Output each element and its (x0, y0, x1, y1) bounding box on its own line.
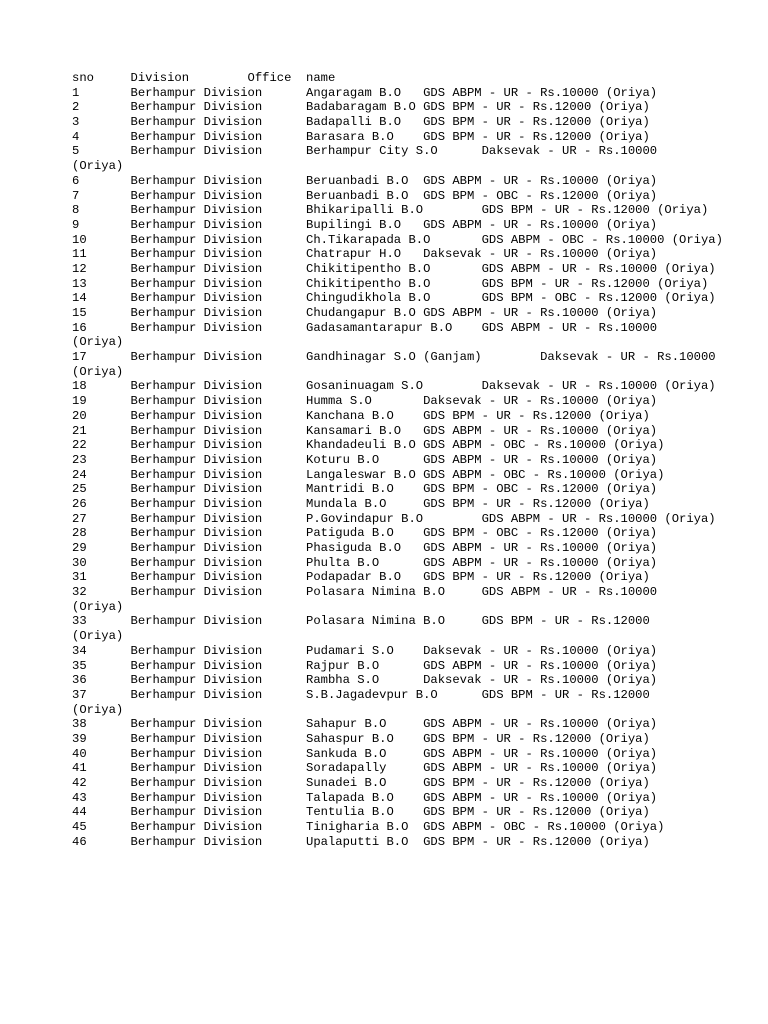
text-line: 32 Berhampur Division Polasara Nimina B.O GDS ABPM - UR - Rs.10000 (72, 585, 658, 600)
text-line: 17 Berhampur Division Gandhinagar S.O (Ganjam) Daksevak - UR - Rs.10000 (72, 350, 716, 365)
text-line: 26 Berhampur Division Mundala B.O GDS BPM - UR - Rs.12000 (Oriya) (72, 496, 650, 511)
text-line: 21 Berhampur Division Kansamari B.O GDS ABPM - UR - Rs.10000 (Oriya) (72, 423, 658, 438)
text-line: 38 Berhampur Division Sahapur B.O GDS ABPM - UR - Rs.10000 (Oriya) (72, 717, 658, 732)
text-line: 33 Berhampur Division Polasara Nimina B.O GDS BPM - UR - Rs.12000 (72, 614, 650, 629)
text-line: 3 Berhampur Division Badapalli B.O GDS BPM - UR - Rs.12000 (Oriya) (72, 115, 650, 130)
text-line: 10 Berhampur Division Ch.Tikarapada B.O GDS ABPM - OBC - Rs.10000 (Oriya) (72, 232, 723, 247)
text-line: 29 Berhampur Division Phasiguda B.O GDS ABPM - UR - Rs.10000 (Oriya) (72, 541, 658, 555)
text-line: 25 Berhampur Division Mantridi B.O GDS BPM - OBC - Rs.12000 (Oriya) (72, 482, 658, 497)
text-line: 5 Berhampur Division Berhampur City S.O Daksevak - UR - Rs.10000 (72, 144, 658, 159)
text-line: 6 Berhampur Division Beruanbadi B.O GDS ABPM - UR - Rs.10000 (Oriya) (72, 173, 658, 188)
text-line: 23 Berhampur Division Koturu B.O GDS ABPM - UR - Rs.10000 (Oriya) (72, 452, 658, 467)
text-line: 19 Berhampur Division Humma S.O Daksevak - UR - Rs.10000 (Oriya) (72, 394, 658, 409)
text-line: 15 Berhampur Division Chudangapur B.O GDS ABPM - UR - Rs.10000 (Oriya) (72, 306, 658, 320)
text-line: (Oriya) (72, 335, 124, 350)
text-line: 18 Berhampur Division Gosaninuagam S.O Daksevak - UR - Rs.10000 (Oriya) (72, 379, 716, 394)
text-line: 1 Berhampur Division Angaragam B.O GDS ABPM - UR - Rs.10000 (Oriya) (72, 85, 658, 100)
text-line: 43 Berhampur Division Talapada B.O GDS ABPM - UR - Rs.10000 (Oriya) (72, 790, 658, 805)
text-line: 36 Berhampur Division Rambha S.O Daksevak - UR - Rs.10000 (Oriya) (72, 673, 658, 688)
text-line: 11 Berhampur Division Chatrapur H.O Daksevak - UR - Rs.10000 (Oriya) (72, 247, 658, 262)
text-line: 30 Berhampur Division Phulta B.O GDS ABPM - UR - Rs.10000 (Oriya) (72, 555, 658, 570)
text-line: 39 Berhampur Division Sahaspur B.O GDS BPM - UR - Rs.12000 (Oriya) (72, 731, 650, 746)
text-line: 46 Berhampur Division Upalaputti B.O GDS BPM - UR - Rs.12000 (Oriya) (72, 834, 650, 849)
text-line: (Oriya) (72, 364, 124, 379)
document-text (72, 71, 732, 849)
text-line: 14 Berhampur Division Chingudikhola B.O GDS BPM - OBC - Rs.12000 (Oriya) (72, 291, 716, 306)
text-line: 27 Berhampur Division P.Govindapur B.O GDS ABPM - UR - Rs.10000 (Oriya) (72, 511, 716, 526)
text-line: 31 Berhampur Division Podapadar B.O GDS BPM - UR - Rs.12000 (Oriya) (72, 570, 650, 585)
text-line: 35 Berhampur Division Rajpur B.O GDS ABPM - UR - Rs.10000 (Oriya) (72, 658, 658, 673)
text-line: 41 Berhampur Division Soradapally GDS ABPM - UR - Rs.10000 (Oriya) (72, 761, 658, 776)
text-line: 34 Berhampur Division Pudamari S.O Daksevak - UR - Rs.10000 (Oriya) (72, 643, 658, 658)
text-line: 28 Berhampur Division Patiguda B.O GDS BPM - OBC - Rs.12000 (Oriya) (72, 526, 658, 541)
text-line: 44 Berhampur Division Tentulia B.O GDS BPM - UR - Rs.12000 (Oriya) (72, 805, 650, 820)
text-line: 37 Berhampur Division S.B.Jagadevpur B.O GDS BPM - UR - Rs.12000 (72, 687, 650, 702)
text-line: 12 Berhampur Division Chikitipentho B.O GDS ABPM - UR - Rs.10000 (Oriya) (72, 261, 716, 276)
text-line: 42 Berhampur Division Sunadei B.O GDS BPM - UR - Rs.12000 (Oriya) (72, 776, 650, 790)
header-line: sno Division Office name (72, 71, 336, 85)
text-line: 4 Berhampur Division Barasara B.O GDS BPM - UR - Rs.12000 (Oriya) (72, 129, 650, 144)
text-line: 8 Berhampur Division Bhikaripalli B.O GDS BPM - UR - Rs.12000 (Oriya) (72, 203, 709, 218)
text-line: 2 Berhampur Division Badabaragam B.O GDS BPM - UR - Rs.12000 (Oriya) (72, 100, 650, 115)
text-line: 45 Berhampur Division Tinigharia B.O GDS ABPM - OBC - Rs.10000 (Oriya) (72, 820, 665, 835)
text-line: 24 Berhampur Division Langaleswar B.O GDS ABPM - OBC - Rs.10000 (Oriya) (72, 467, 665, 482)
text-line: 22 Berhampur Division Khandadeuli B.O GDS ABPM - OBC - Rs.10000 (Oriya) (72, 438, 665, 453)
text-line: 9 Berhampur Division Bupilingi B.O GDS ABPM - UR - Rs.10000 (Oriya) (72, 217, 658, 232)
text-line: (Oriya) (72, 629, 124, 644)
text-line: (Oriya) (72, 702, 124, 717)
text-line: 16 Berhampur Division Gadasamantarapur B.O GDS ABPM - UR - Rs.10000 (72, 320, 658, 335)
text-line: 13 Berhampur Division Chikitipentho B.O GDS BPM - UR - Rs.12000 (Oriya) (72, 276, 709, 291)
text-line: (Oriya) (72, 159, 124, 174)
text-line: 40 Berhampur Division Sankuda B.O GDS ABPM - UR - Rs.10000 (Oriya) (72, 746, 658, 761)
text-line: 20 Berhampur Division Kanchana B.O GDS BPM - UR - Rs.12000 (Oriya) (72, 408, 650, 423)
text-line: 7 Berhampur Division Beruanbadi B.O GDS BPM - OBC - Rs.12000 (Oriya) (72, 188, 658, 203)
text-line: (Oriya) (72, 599, 124, 614)
